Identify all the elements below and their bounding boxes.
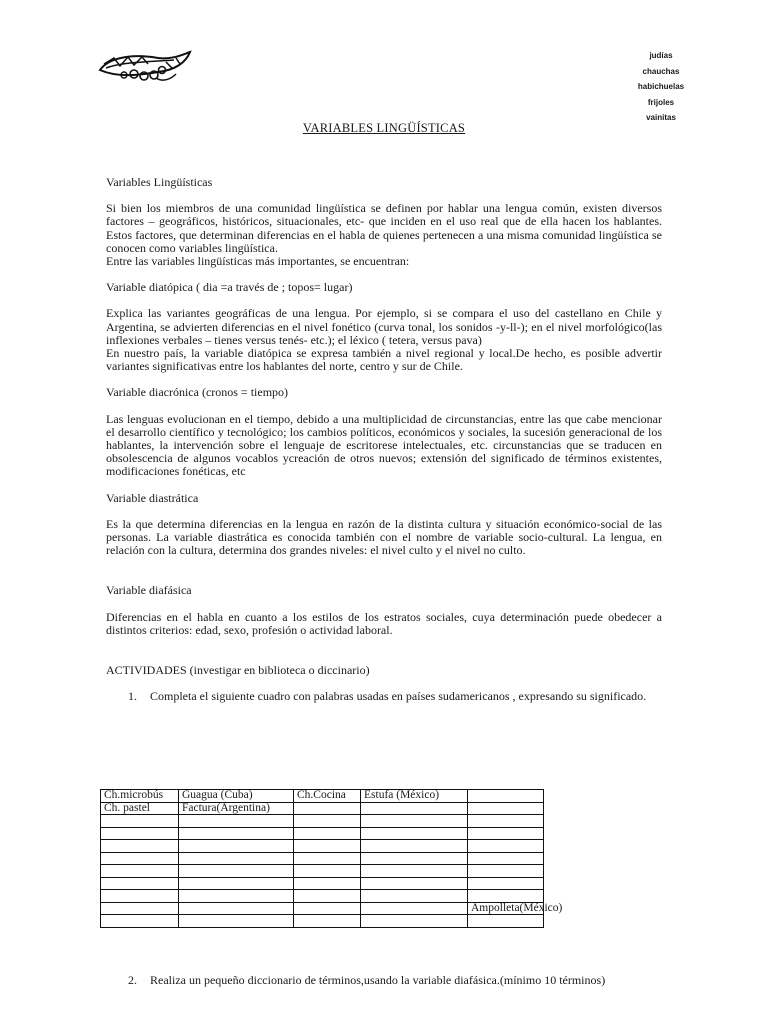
table-row — [101, 840, 659, 853]
table-row — [101, 902, 659, 915]
table-cell — [361, 815, 468, 828]
intro-lead: Entre las variables lingüísticas más importantes, se encuentran: — [106, 254, 410, 269]
table-cell — [361, 852, 468, 865]
table-cell — [468, 815, 544, 828]
table-cell — [294, 840, 361, 853]
table-cell: Estufa (México) — [361, 790, 468, 803]
table-cell — [101, 865, 179, 878]
table-cell — [294, 902, 361, 915]
table-cell — [468, 852, 544, 865]
activity-item-2 — [128, 973, 668, 988]
table-cell — [101, 902, 179, 915]
table-row — [101, 865, 659, 878]
table-cell — [294, 915, 361, 928]
vegetable-name: frijoles — [647, 97, 675, 107]
table-cell — [101, 840, 179, 853]
table-row — [101, 815, 659, 828]
vocabulary-table — [100, 789, 659, 928]
table-cell — [179, 865, 294, 878]
vegetable-name: chauchas — [642, 66, 680, 76]
table-cell — [294, 877, 361, 890]
section-paragraph: Las lenguas evolucionan en el tiempo, debido a una multiplicidad de circunstancias, entre las que cabe mencionar el desarrollo científico y tecnológico; los cambios políticos, económicos y sociales, la sucesión generacional de los hablantes, la intervención sobre el lenguaje de escritorese intelectuales, etc. circunstancias que se traducen en obsolescencia de algunos vocablos ycreación de otros nuevos; extensión del significado de términos existentes, modificaciones fonéticas, etc — [106, 411, 662, 479]
activity-text: Realiza un pequeño diccionario de términos,usando la variable diafásica.(mínimo 10 términos) — [150, 973, 606, 987]
table-cell — [468, 790, 544, 803]
section-paragraph: En nuestro país, la variable diatópica se expresa también a nivel regional y local.De hecho, es posible advertir variantes significativas entre los hablantes del norte, centro y sur de Chile. — [106, 346, 662, 374]
table-cell — [468, 915, 544, 928]
table-cell: Ch.microbús — [101, 790, 179, 803]
table-cell — [179, 840, 294, 853]
table-cell — [179, 890, 294, 903]
activities-heading: ACTIVIDADES (investigar en biblioteca o diccinario) — [106, 663, 370, 678]
section-heading-diacronica: Variable diacrónica (cronos = tiempo) — [106, 385, 289, 400]
table-cell — [101, 827, 179, 840]
table-cell — [179, 815, 294, 828]
table-cell — [101, 877, 179, 890]
table-cell — [468, 802, 544, 815]
table-cell — [294, 890, 361, 903]
table-cell — [468, 890, 544, 903]
table-cell — [294, 815, 361, 828]
table-cell — [468, 840, 544, 853]
table-cell — [361, 802, 468, 815]
list-number: 2. — [128, 973, 137, 987]
table-cell — [361, 890, 468, 903]
section-heading-diafasica: Variable diafásica — [106, 583, 192, 598]
table-row — [101, 877, 659, 890]
document-body — [106, 176, 662, 703]
section-paragraph: Explica las variantes geográficas de una lengua. Por ejemplo, si se compara el uso del castellano en Chile y Argentina, se advierten diferencias en el nivel fonético (curva tonal, los sonidos -y-ll-); en el nivel morfológico(las inflexiones verbales – tienes versus tenés- etc.); el léxico ( tetera, versus pava) — [106, 306, 662, 347]
vegetable-name: vainitas — [646, 113, 676, 122]
table-cell: Ampolleta(México) — [468, 902, 544, 915]
table-cell: Factura(Argentina) — [179, 802, 294, 815]
vegetable-name: habichuelas — [637, 82, 685, 91]
table-row — [101, 852, 659, 865]
table-cell — [294, 802, 361, 815]
activity-item-1 — [128, 690, 662, 703]
table-row — [101, 915, 659, 928]
table-cell — [179, 827, 294, 840]
table-cell — [179, 852, 294, 865]
table-cell: Ch. pastel — [101, 802, 179, 815]
section-heading-diastratica: Variable diastrática — [106, 490, 199, 505]
table-cell — [468, 877, 544, 890]
table-cell — [361, 902, 468, 915]
table-cell: Ch.Cocina — [294, 790, 361, 803]
table-cell — [101, 915, 179, 928]
intro-paragraph: Si bien los miembros de una comunidad lingüística se definen por hablar una lengua común, existen diversos factores – geográficos, históricos, situacionales, etc- que inciden en el uso real que de ella hacen los hablantes. Estos factores, que determinan diferencias en el habla de quienes pertenecen a una misma comunidad lingüística se conocen como variables lingüística. — [106, 201, 662, 255]
table-row — [101, 802, 659, 815]
table-cell — [468, 827, 544, 840]
table-cell — [361, 840, 468, 853]
section-paragraph: Diferencias en el habla en cuanto a los estilos de los estratos sociales, cuya determinación puede obedecer a distintos criterios: edad, sexo, profesión o actividad laboral. — [106, 609, 662, 637]
table-cell — [361, 915, 468, 928]
table-cell — [361, 827, 468, 840]
table-cell — [294, 852, 361, 865]
table-cell — [179, 915, 294, 928]
table-row — [101, 827, 659, 840]
table-cell — [361, 865, 468, 878]
table-cell — [179, 877, 294, 890]
activity-text: Completa el siguiente cuadro con palabras usadas en países sudamericanos , expresando su significado. — [150, 689, 647, 704]
section-paragraph: Es la que determina diferencias en la lengua en razón de la distinta cultura y situación económico-social de las personas. La variable diastrática es conocida también con el nombre de variable socio-cultural. La lengua, en relación con la cultura, determina dos grandes niveles: el nivel culto y el nivel no culto. — [106, 516, 662, 558]
section-heading-diatopica: Variable diatópica ( dia =a través de ; topos= lugar) — [106, 280, 353, 295]
table-cell — [294, 827, 361, 840]
vegetable-name: judías — [649, 51, 673, 60]
table-cell — [101, 890, 179, 903]
table-cell — [101, 852, 179, 865]
table-cell: Guagua (Cuba) — [179, 790, 294, 803]
vegetable-names-list — [616, 48, 706, 126]
list-number: 1. — [128, 689, 137, 704]
table-cell — [361, 877, 468, 890]
page-title: VARIABLES LINGÜÍSTICAS — [302, 121, 466, 135]
table-cell — [468, 865, 544, 878]
bean-pod-icon — [96, 48, 192, 84]
table-cell — [101, 815, 179, 828]
table-cell — [294, 865, 361, 878]
table-cell — [179, 902, 294, 915]
table-row — [101, 790, 659, 803]
intro-heading: Variables Lingüísticas — [106, 175, 213, 189]
table-row — [101, 890, 659, 903]
